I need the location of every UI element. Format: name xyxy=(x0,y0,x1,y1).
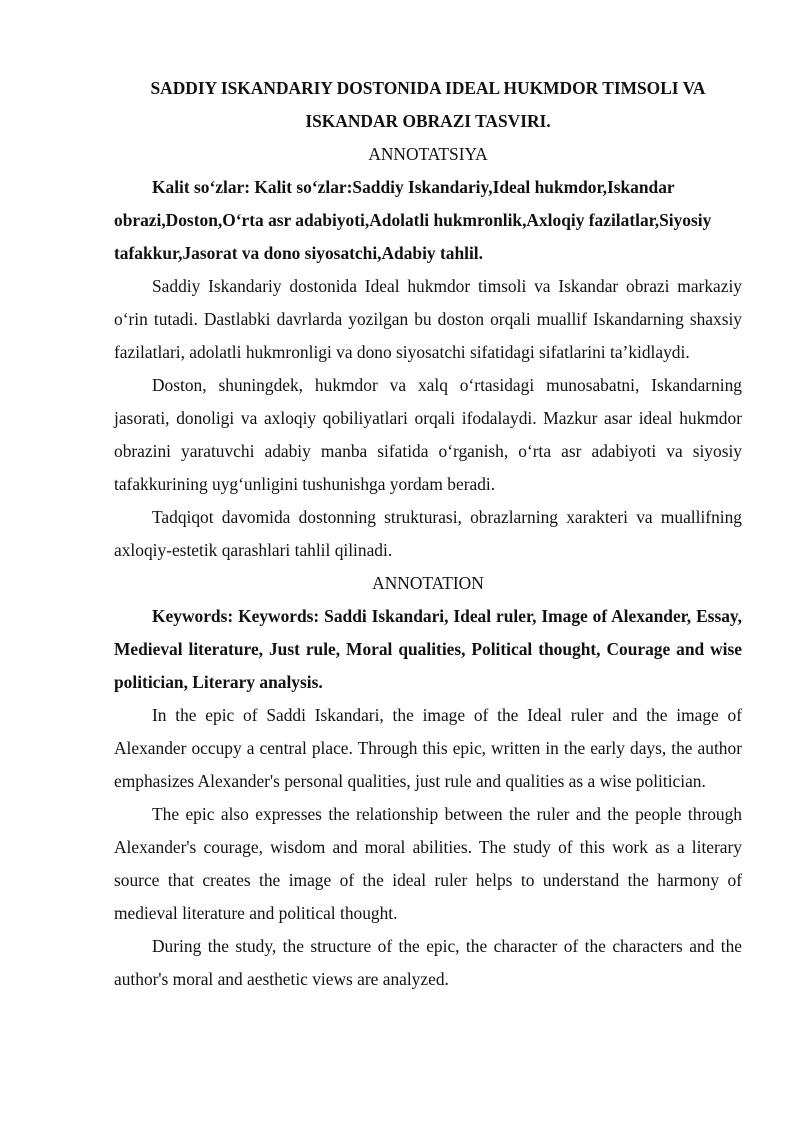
paragraph-uz-1: Saddiy Iskandariy dostonida Ideal hukmdor timsoli va Iskandar obrazi markaziy o‘rin tutadi. Dastlabki davrlarda yozilgan bu doston orqali muallif Iskandarning shaxsiy fazilatlari, adolatli hukmronligi va dono siyosatchi sifatidagi sifatlarini ta’kidlaydi. xyxy=(114,276,742,362)
paragraph-en-2: The epic also expresses the relationship between the ruler and the people through Alexander's courage, wisdom and moral abilities. The study of this work as a literary source that creates the image of the ideal ruler helps to understand the harmony of medieval literature and political thought. xyxy=(114,804,742,923)
keywords-en: Keywords: Keywords: Saddi Iskandari, Ideal ruler, Image of Alexander, Essay, Medieval literature, Just rule, Moral qualities, Political thought, Courage and wise politician, Literary analysis. xyxy=(114,606,742,692)
paragraph-en-1: In the epic of Saddi Iskandari, the image of the Ideal ruler and the image of Alexander occupy a central place. Through this epic, written in the early days, the author emphasizes Alexander's personal qualities, just rule and qualities as a wise politician. xyxy=(114,705,742,791)
annotation-heading-uz: ANNOTATSIYA xyxy=(368,144,488,164)
annotation-heading-en: ANNOTATION xyxy=(372,573,484,593)
document-page xyxy=(114,72,742,996)
paragraph-uz-2: Doston, shuningdek, hukmdor va xalq o‘rtasidagi munosabatni, Iskandarning jasorati, donoligi va axloqiy qobiliyatlari orqali ifodalaydi. Mazkur asar ideal hukmdor obrazini yaratuvchi adabiy manba sifatida o‘rganish, o‘rta asr adabiyoti va siyosiy tafakkurining uyg‘unligini tushunishga yordam beradi. xyxy=(114,375,742,494)
paragraph-en-3: During the study, the structure of the epic, the character of the characters and the author's moral and aesthetic views are analyzed. xyxy=(114,936,742,989)
paragraph-uz-3: Tadqiqot davomida dostonning strukturasi, obrazlarning xarakteri va muallifning axloqiy-estetik qarashlari tahlil qilinadi. xyxy=(114,507,742,560)
keywords-uz: Kalit so‘zlar: Kalit so‘zlar:Saddiy Iskandariy,Ideal hukmdor,Iskandar obrazi,Doston,O‘rta asr adabiyoti,Adolatli hukmronlik,Axloqiy fazilatlar,Siyosiy tafakkur,Jasorat va dono siyosatchi,Adabiy tahlil. xyxy=(114,177,712,263)
document-title: SADDIY ISKANDARIY DOSTONIDA IDEAL HUKMDOR TIMSOLI VA ISKANDAR OBRAZI TASVIRI. xyxy=(150,78,706,131)
